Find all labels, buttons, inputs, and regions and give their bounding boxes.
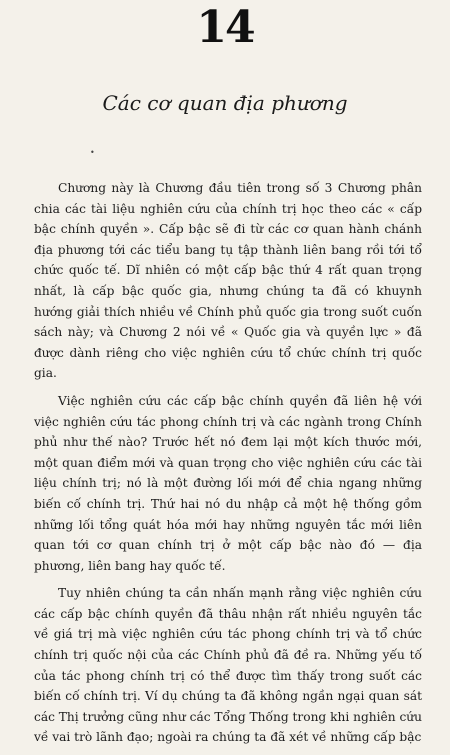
paragraph-1: Chương này là Chương đầu tiên trong số 3 Chương phân chia các tài liệu nghiên cứu của chính trị học theo các « cấp bậc chính quyền ». Cấp bậc sẽ đi từ các cơ quan hành chánh địa phương tới các tiểu bang tụ tập thành liên bang rồi tới tổ chức quốc tế. Dĩ nhiên có một cấp bậc thứ 4 rất quan trọng nhất, là cấp bậc quốc gia, nhưng chúng ta đã có khuynh hướng giải thích nhiều về Chính phủ quốc gia trong suốt cuốn sách này; và Chương 2 nói về « Quốc gia và quyền lực » đã được dành riêng cho việc nghiên cứu tổ chức chính trị quốc gia. [34,181,422,381]
chapter-body [34,178,422,755]
decorative-mark: • [90,148,95,157]
chapter-title: Các cơ quan địa phương [102,91,348,115]
paragraph-2: Việc nghiên cứu các cấp bậc chính quyền đã liên hệ với việc nghiên cứu tác phong chính trị và các ngành trong Chính phủ như thế nào? Trước hết nó đem lại một kích thước mới, một quan điểm mới và quan trọng cho việc nghiên cứu các tài liệu chính trị; nó là một đường lối mới để chia ngang những biến cố chính trị. Thứ hai nó du nhập cả một hệ thống gồm những lối tổng quát hóa mới hay những nguyên tắc mới liên quan tới cơ quan chính trị ở một cấp bậc nào đó — địa phương, liên bang hay quốc tế. [34,393,422,573]
paragraph-3: Tuy nhiên chúng ta cần nhấn mạnh rằng việc nghiên cứu các cấp bậc chính quyền đã thâu nhận rất nhiều nguyên tắc về giá trị mà việc nghiên cứu tác phong chính trị và tổ chức chính trị quốc nội của các Chính phủ đã đề ra. Những yếu tố của tác phong chính trị có thể được tìm thấy trong suốt các biến cố chính trị. Ví dụ chúng ta đã không ngần ngại quan sát các Thị trưởng cũng như các Tổng Thống trong khi nghiên cứu về vai trò lãnh đạo; ngoài ra chúng ta đã xét về những cấp bậc [34,586,422,745]
chapter-number: 14 [196,2,254,53]
